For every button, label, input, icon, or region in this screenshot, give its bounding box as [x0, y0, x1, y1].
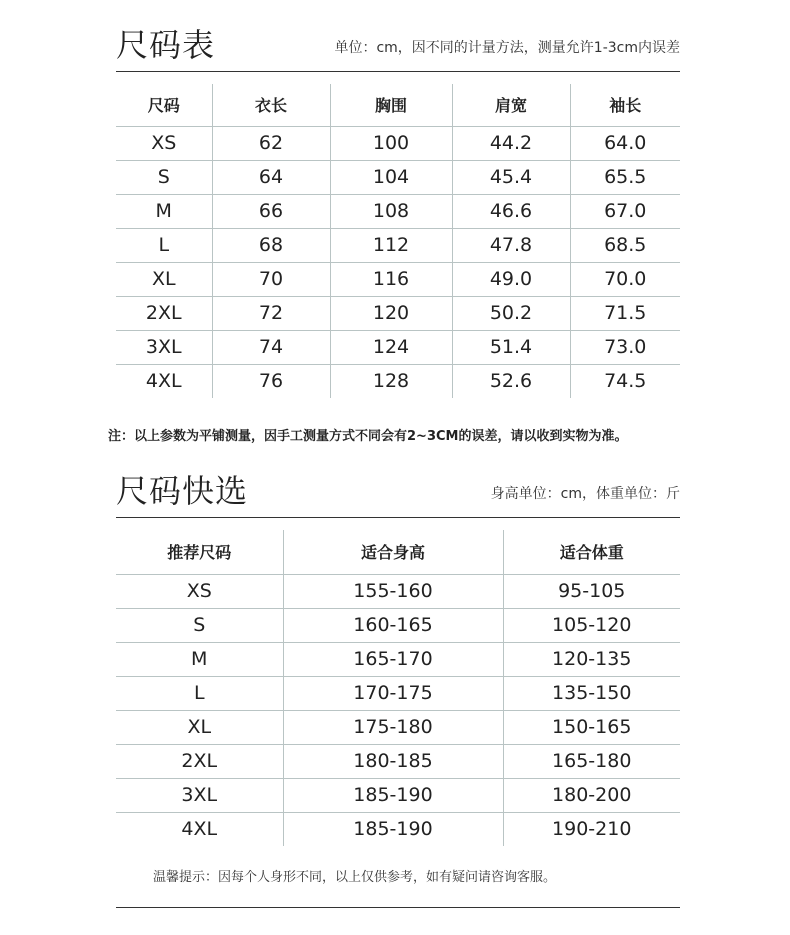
size-chart-cell: 51.4 [452, 330, 570, 364]
quick-select-row [116, 710, 680, 744]
size-chart-unit-note: 单位：cm，因不同的计量方法，测量允许1-3cm内误差 [334, 40, 680, 56]
size-chart-cell: 45.4 [452, 160, 570, 194]
size-chart-cell: 64 [212, 160, 330, 194]
quick-select-cell: 185-190 [283, 812, 503, 846]
size-chart-cell: 72 [212, 296, 330, 330]
size-chart-row [116, 194, 680, 228]
size-chart-cell: 112 [330, 228, 452, 262]
size-chart-row [116, 330, 680, 364]
size-chart-row [116, 296, 680, 330]
size-chart-cell: 128 [330, 364, 452, 398]
size-chart-cell: 74.5 [570, 364, 680, 398]
quick-select-header-cell: 适合身高 [283, 530, 503, 574]
quick-select-cell: 180-200 [503, 778, 680, 812]
size-chart-cell: 100 [330, 126, 452, 160]
size-chart-cell: L [116, 228, 212, 262]
quick-select-cell: XS [116, 574, 283, 608]
quick-select-cell: 160-165 [283, 608, 503, 642]
quick-select-cell: 3XL [116, 778, 283, 812]
size-chart-cell: 120 [330, 296, 452, 330]
size-chart-header-row [116, 84, 680, 126]
size-chart-cell: 116 [330, 262, 452, 296]
size-chart-cell: 3XL [116, 330, 212, 364]
size-chart-cell: 47.8 [452, 228, 570, 262]
quick-select-cell: XL [116, 710, 283, 744]
quick-select-row [116, 642, 680, 676]
quick-select-footnote: 温馨提示：因每个人身形不同，以上仅供参考，如有疑问请咨询客服。 [153, 870, 557, 885]
quick-select-cell: 175-180 [283, 710, 503, 744]
size-chart-cell: 70.0 [570, 262, 680, 296]
size-chart-cell: 108 [330, 194, 452, 228]
size-chart-cell: 104 [330, 160, 452, 194]
quick-select-row [116, 676, 680, 710]
quick-select-cell: 120-135 [503, 642, 680, 676]
size-chart-header-cell: 胸围 [330, 84, 452, 126]
size-chart-title: 尺码表 [116, 26, 216, 64]
size-chart-cell: XS [116, 126, 212, 160]
quick-select-cell: 150-165 [503, 710, 680, 744]
size-chart-cell: 68 [212, 228, 330, 262]
quick-select-cell: 4XL [181, 818, 218, 841]
quick-select-cell: 165-180 [503, 744, 680, 778]
size-chart-row [116, 160, 680, 194]
quick-select-row [116, 812, 680, 846]
size-chart-cell: 74 [212, 330, 330, 364]
size-chart-header-cell: 尺码 [116, 84, 212, 126]
size-chart-top-rule [116, 71, 680, 72]
quick-select-top-rule [116, 517, 680, 518]
size-chart-body [116, 126, 680, 398]
size-chart-footnote: 注：以上参数为平铺测量，因手工测量方式不同会有2~3CM的误差，请以收到实物为准。 [108, 429, 628, 444]
size-chart-cell: 73.0 [570, 330, 680, 364]
size-chart-row [116, 262, 680, 296]
quick-select-cell: M [116, 642, 283, 676]
quick-select-cell: 135-150 [503, 676, 680, 710]
size-chart-cell: 68.5 [570, 228, 680, 262]
quick-select-cell: 190-210 [503, 812, 680, 846]
quick-select-cell: 185-190 [283, 778, 503, 812]
quick-select-cell: 2XL [116, 744, 283, 778]
quick-select-cell: 105-120 [503, 608, 680, 642]
quick-select-header-cell: 推荐尺码 [116, 530, 283, 574]
size-chart-cell: 64.0 [570, 126, 680, 160]
size-chart-cell: XL [116, 262, 212, 296]
size-chart-cell: 46.6 [452, 194, 570, 228]
size-chart-cell: 2XL [116, 296, 212, 330]
size-chart-cell: 70 [212, 262, 330, 296]
size-chart-cell: 76 [212, 364, 330, 398]
quick-select-cell: 165-170 [283, 642, 503, 676]
size-chart-cell: 44.2 [452, 126, 570, 160]
size-chart-row [116, 364, 680, 398]
quick-select-row [116, 744, 680, 778]
quick-select-cell: 95-105 [503, 574, 680, 608]
quick-select-cell: 155-160 [283, 574, 503, 608]
quick-select-table [116, 530, 680, 846]
size-chart-cell: 66 [212, 194, 330, 228]
quick-select-cell: S [116, 608, 283, 642]
size-chart-header-cell: 肩宽 [452, 84, 570, 126]
size-chart-cell: 49.0 [452, 262, 570, 296]
size-chart-table [116, 84, 680, 398]
size-chart-cell: 62 [212, 126, 330, 160]
quick-select-row [116, 608, 680, 642]
quick-select-unit-note: 身高单位：cm，体重单位：斤 [490, 486, 680, 502]
quick-select-row [116, 778, 680, 812]
size-chart-cell: 4XL [145, 370, 182, 393]
size-chart-cell: 65.5 [570, 160, 680, 194]
size-chart-cell: M [116, 194, 212, 228]
size-chart-cell: 124 [330, 330, 452, 364]
quick-select-row [116, 574, 680, 608]
size-chart-cell: S [116, 160, 212, 194]
quick-select-title: 尺码快选 [116, 472, 249, 510]
quick-select-header-cell: 适合体重 [503, 530, 680, 574]
size-chart-row [116, 126, 680, 160]
size-chart-cell: 50.2 [452, 296, 570, 330]
quick-select-header-row [116, 530, 680, 574]
size-chart-cell: 71.5 [570, 296, 680, 330]
quick-select-cell: L [116, 676, 283, 710]
size-chart-cell: 67.0 [570, 194, 680, 228]
quick-select-body [116, 574, 680, 846]
bottom-rule [116, 907, 680, 908]
size-chart-header-cell: 袖长 [570, 84, 680, 126]
size-chart-header-cell: 衣长 [212, 84, 330, 126]
quick-select-cell: 170-175 [283, 676, 503, 710]
size-chart-cell: 52.6 [452, 364, 570, 398]
size-chart-row [116, 228, 680, 262]
quick-select-cell: 180-185 [283, 744, 503, 778]
